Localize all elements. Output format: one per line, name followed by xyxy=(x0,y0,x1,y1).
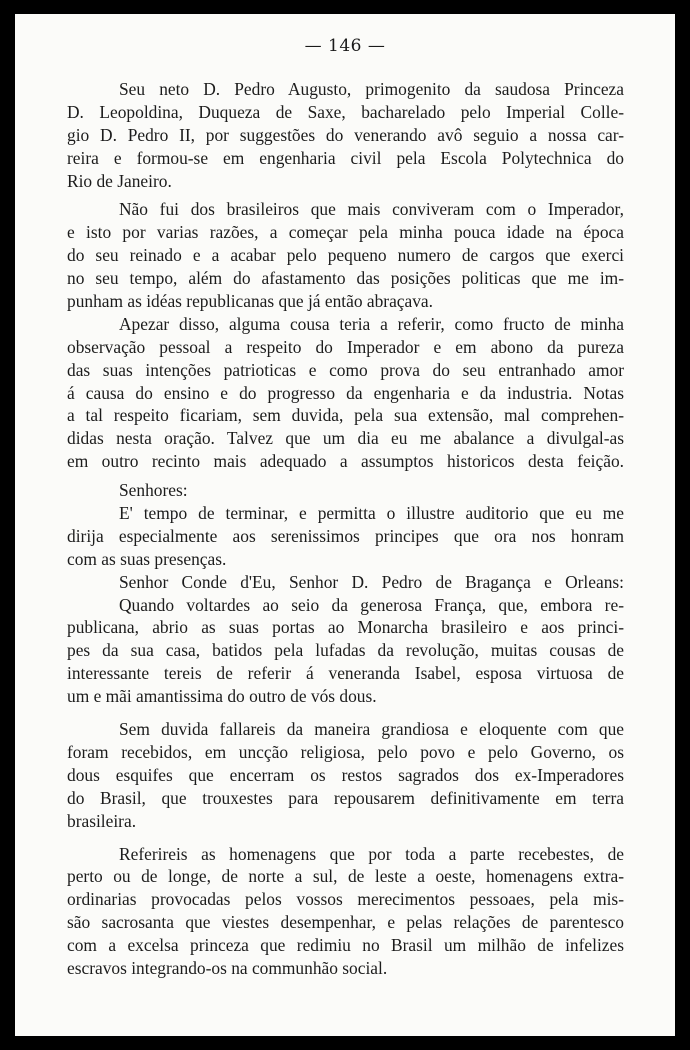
text-line: didas nesta oração. Talvez que um dia eu me abalance a divulgal-as xyxy=(67,428,624,449)
text-line: perto ou de longe, de norte a sul, de leste a oeste, homenagens extra- xyxy=(67,866,624,887)
text-line: ordinarias provocadas pelos vossos merecimentos pessoaes, pela mis- xyxy=(67,889,624,910)
text-line: D. Leopoldina, Duqueza de Saxe, bacharelado pelo Imperial Colle- xyxy=(67,101,624,122)
paragraph xyxy=(67,594,624,708)
paragraph xyxy=(67,571,624,594)
text-line: escravos integrando-os na communhão social. xyxy=(67,957,388,978)
text-line: Sem duvida fallareis da maneira grandiosa e eloquente com que xyxy=(119,719,624,740)
text-line: Seu neto D. Pedro Augusto, primogenito da saudosa Princeza xyxy=(119,79,624,99)
text-line: Apezar disso, alguma cousa teria a referir, como fructo de minha xyxy=(119,313,624,334)
text-line: Referireis as homenagens que por toda a parte recebestes, de xyxy=(119,843,624,864)
paragraph xyxy=(67,502,624,571)
text-line: com a excelsa princeza que redimiu no Brasil um milhão de infelizes xyxy=(67,935,624,956)
text-line: em outro recinto mais adequado a assumptos historicos desta feição. xyxy=(67,451,624,472)
paragraph xyxy=(67,479,624,502)
text-line: pes da sua casa, batidos pela lufadas da revolução, muitas cousas de xyxy=(67,640,624,661)
text-line: no seu tempo, além do afastamento das posições politicas que me im- xyxy=(67,268,624,289)
paragraph xyxy=(67,718,624,832)
text-line: Rio de Janeiro. xyxy=(67,170,172,191)
text-line: são sacrosanta que viestes desempenhar, e pelas relações de parentesco xyxy=(67,912,624,933)
text-line: gio D. Pedro II, por suggestões do venerando avô seguio a nossa car- xyxy=(67,124,624,145)
text-line: Não fui dos brasileiros que mais conviveram com o Imperador, xyxy=(119,199,624,220)
text-line: Senhor Conde d'Eu, Senhor D. Pedro de Bragança e Orleans: xyxy=(119,571,624,592)
text-line: com as suas presenças. xyxy=(67,548,227,569)
text-line: observação pessoal a respeito do Imperador e em abono da pureza xyxy=(67,336,624,357)
text-line: Senhores: xyxy=(119,480,188,501)
paragraph xyxy=(67,843,624,980)
text-line: á causa do ensino e do progresso da engenharia e da industria. Notas xyxy=(67,382,624,403)
paragraph xyxy=(67,198,624,312)
paragraph xyxy=(67,78,624,192)
text-line: e isto por varias razões, a começar pela minha pouca idade na época xyxy=(67,222,624,243)
text-line: do seu reinado e a acabar pelo pequeno numero de cargos que exerci xyxy=(67,245,624,266)
text-line: dous esquifes que encerram os restos sagrados dos ex-Imperadores xyxy=(67,764,624,785)
text-line: um e mãi amantissima do outro de vós dous. xyxy=(67,686,377,707)
page-number: — 146 — xyxy=(304,36,386,56)
text-line: a tal respeito ficariam, sem duvida, pela sua extensão, mal comprehen- xyxy=(67,405,624,426)
text-line: do Brasil, que trouxestes para repousarem definitivamente em terra xyxy=(67,787,624,808)
text-line: interessante tereis de referir á veneranda Isabel, esposa virtuosa de xyxy=(67,663,624,684)
text-line: punham as idéas republicanas que já então abraçava. xyxy=(67,291,434,312)
text-line: das suas intenções patrioticas e como prova do seu entranhado amor xyxy=(67,359,624,380)
paragraph xyxy=(67,313,624,473)
document-page xyxy=(15,14,675,1036)
text-line: brasileira. xyxy=(67,810,137,831)
text-line: publicana, abrio as suas portas ao Monarcha brasileiro e aos princi- xyxy=(67,617,624,638)
text-line: foram recebidos, em uncção religiosa, pelo povo e pelo Governo, os xyxy=(67,741,624,762)
text-line: dirija especialmente aos serenissimos principes que ora nos honram xyxy=(67,525,624,546)
body-text xyxy=(67,78,624,980)
text-line: reira e formou-se em engenharia civil pela Escola Polytechnica do xyxy=(67,147,624,168)
text-line: Quando voltardes ao seio da generosa França, que, embora re- xyxy=(119,594,624,615)
text-line: E' tempo de terminar, e permitta o illustre auditorio que eu me xyxy=(119,503,624,524)
